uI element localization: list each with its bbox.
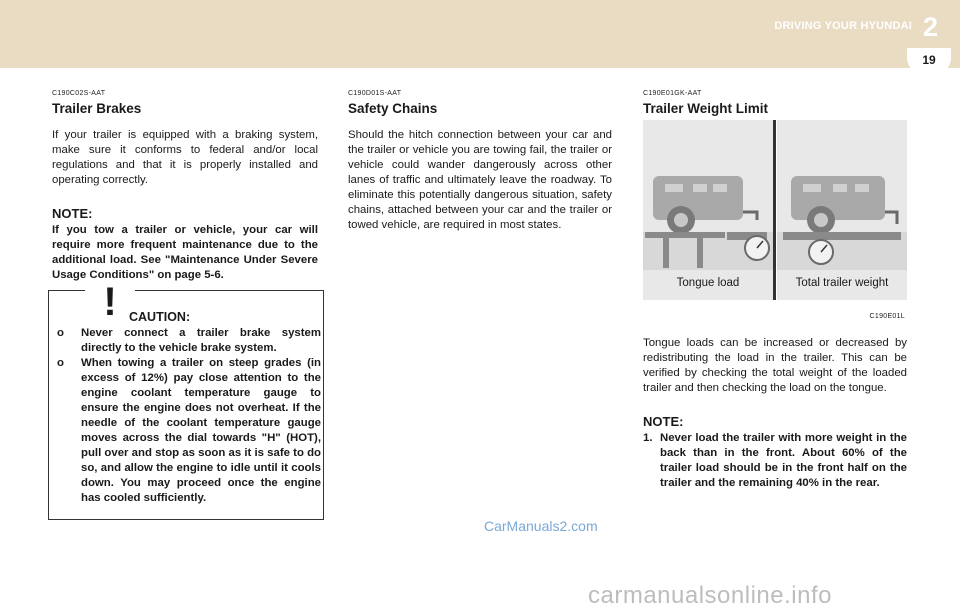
list-item-text: When towing a trailer on steep grades (in excess of 12%) pay close attention to the engine coolant temperature gauge to ensure the engine does not overheat. If the needle of the coolant temperature gauge moves across the dial towards "H" (HOT), pull over and stop as soon as it is safe to do so, and allow the engine to idle until it cools down. You may proceed once the engine has cooled sufficiently. — [81, 357, 321, 504]
caution-list — [57, 326, 321, 506]
trailer-on-scale-icon — [643, 120, 773, 270]
trailer-weight-body — [643, 336, 907, 491]
list-item — [57, 326, 321, 356]
note-body: If you tow a trailer or vehicle, your car will require more frequent maintenance due to the additional load. See "Maintenance Under Severe Usage Conditions" on page 5-6. — [52, 224, 318, 281]
watermark-link[interactable]: CarManuals2.com — [484, 518, 598, 534]
section-heading: Safety Chains — [348, 101, 438, 116]
section-heading: Trailer Weight Limit — [643, 101, 769, 116]
section-code: C190E01GK-AAT — [643, 90, 702, 97]
section-title: DRIVING YOUR HYUNDAI — [774, 20, 912, 32]
list-item — [643, 431, 907, 491]
section-body: If your trailer is equipped with a braking system, make sure it conforms to federal and/or local regulations and that it is properly installed and operating correctly. — [52, 129, 318, 186]
footer-watermark: carmanualsonline.info — [588, 582, 832, 609]
figure-divider — [773, 120, 776, 300]
page-number: 19 — [922, 53, 936, 67]
trailer-on-scale-icon — [777, 120, 907, 270]
figure-caption-tongue-load: Tongue load — [676, 277, 740, 289]
tongue-load-panel — [643, 120, 773, 300]
list-item — [57, 356, 321, 506]
list-bullet: o — [57, 327, 64, 339]
section-code: C190D01S-AAT — [348, 90, 402, 97]
trailer-brakes-section — [52, 90, 318, 283]
warning-icon: ! — [85, 281, 135, 323]
note-heading: NOTE: — [52, 206, 93, 221]
safety-chains-section — [348, 90, 612, 233]
section-code: C190C02S-AAT — [52, 90, 106, 97]
section-heading: Trailer Brakes — [52, 101, 142, 116]
total-weight-panel — [777, 120, 907, 300]
list-bullet: o — [57, 357, 64, 369]
chapter-number: 2 — [922, 12, 938, 42]
caution-box — [48, 280, 324, 520]
section-body: Should the hitch connection between your car and the trailer or vehicle you are towing fail, the trailer or vehicle could wander dangerously across other lanes of traffic and ultimately leave the roadway. To eliminate this potentially dangerous situation, safety chains, attached between your car and the trailer or towed vehicle, are required in most states. — [348, 129, 612, 231]
caution-title: CAUTION: — [129, 310, 191, 324]
header-band — [0, 0, 960, 68]
list-number: 1. — [643, 432, 653, 444]
note-heading: NOTE: — [643, 414, 684, 429]
list-item-text: Never connect a trailer brake system directly to the vehicle brake system. — [81, 327, 321, 354]
list-item-text: Never load the trailer with more weight in the back than in the front. About 60% of the trailer load should be in the front half on the trailer and the remaining 40% in the rear. — [660, 432, 907, 489]
trailer-weight-figure — [643, 120, 907, 330]
section-body: Tongue loads can be increased or decreased by redistributing the load in the trailer. This can be verified by checking the total weight of the loaded trailer and then checking the load on the tongue. — [643, 337, 907, 394]
figure-caption-total-weight: Total trailer weight — [795, 277, 889, 289]
figure-code: C190E01L — [869, 313, 905, 320]
note-list — [643, 431, 907, 491]
